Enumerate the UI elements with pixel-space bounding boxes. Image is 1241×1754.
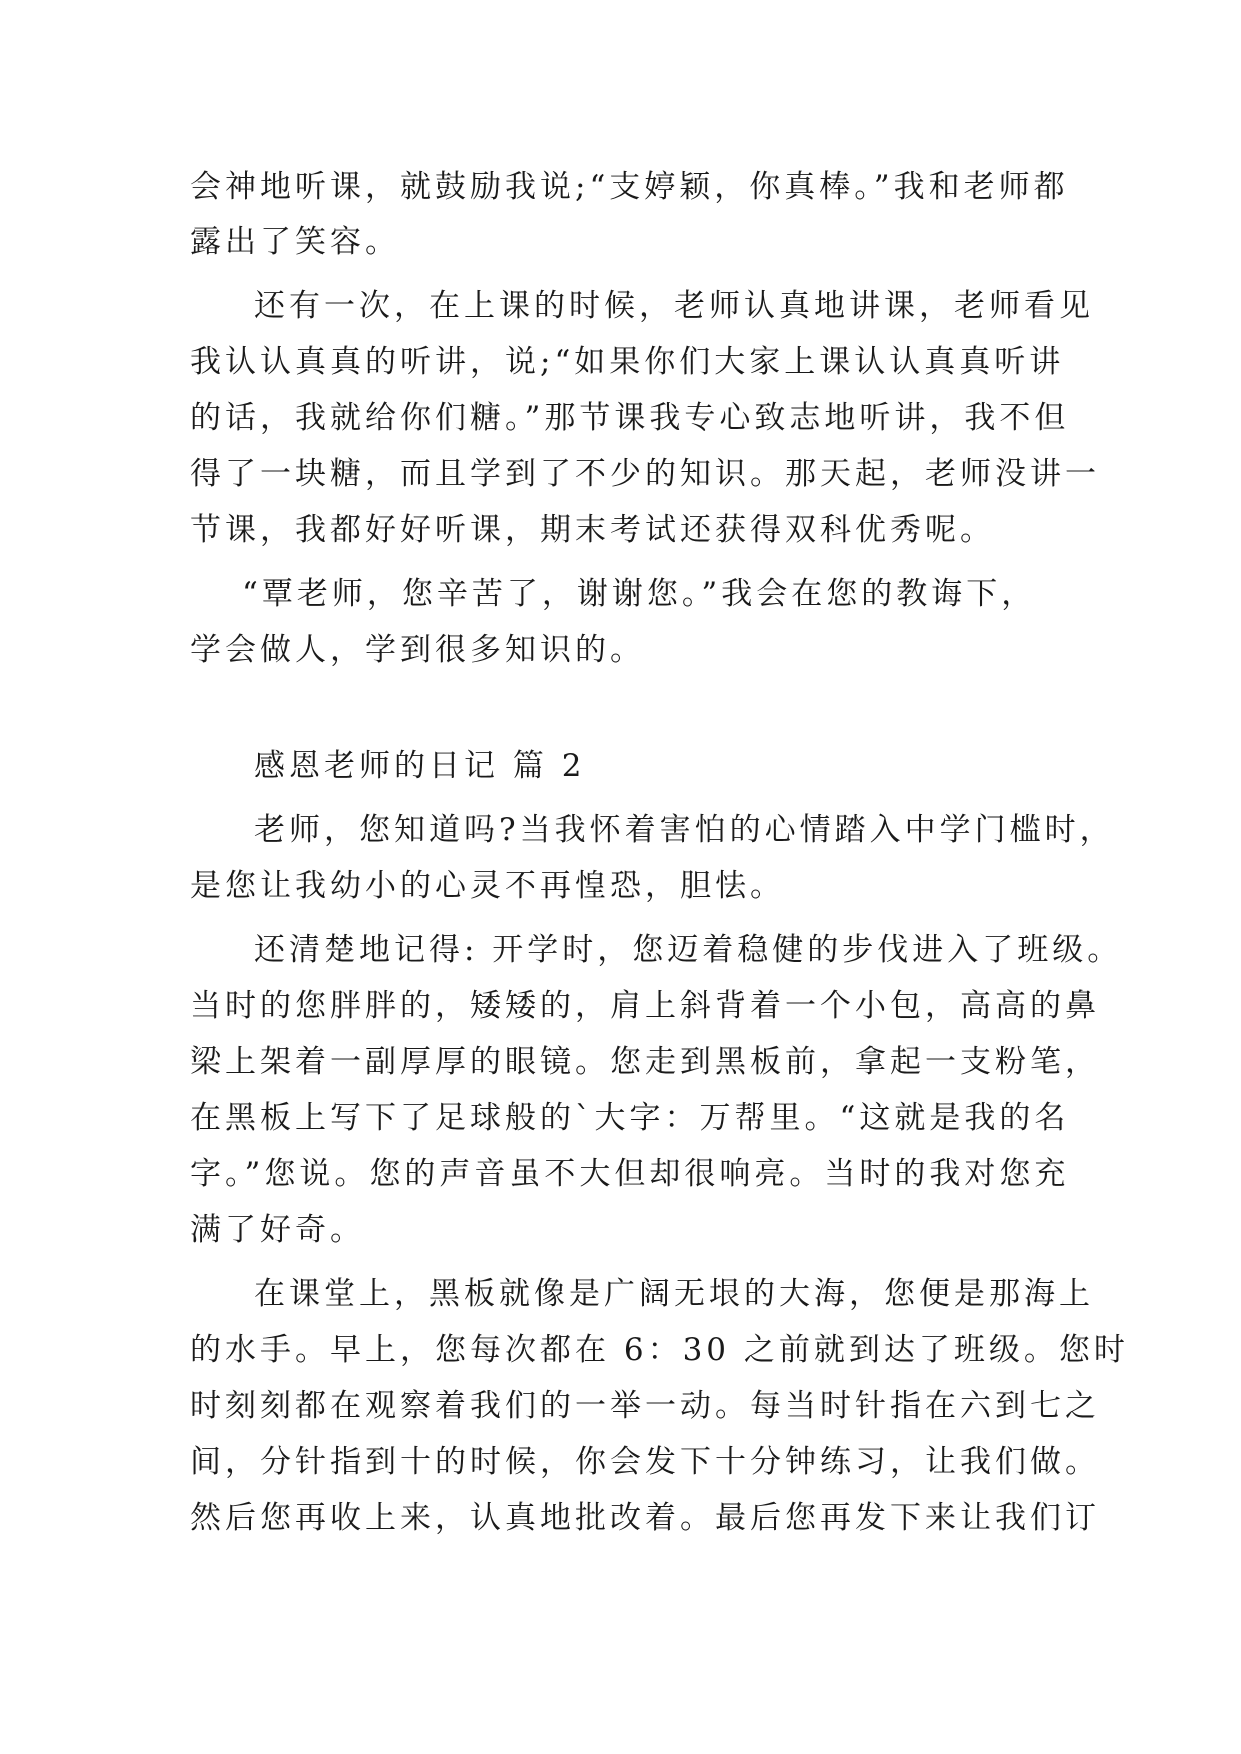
paragraph-line: 学会做人，学到很多知识的。 [190,632,645,668]
paragraph-line: 的水手。早上，您每次都在 6：30 之前就到达了班级。您时 [190,1332,1129,1368]
paragraph-line: 老师，您知道吗?当我怀着害怕的心情踏入中学门槛时， [254,812,1115,848]
paragraph-line: 梁上架着一副厚厚的眼镜。您走到黑板前，拿起一支粉笔， [190,1044,1100,1080]
paragraph-line: 然后您再收上来，认真地批改着。最后您再发下来让我们订 [190,1500,1100,1536]
paragraph-line: 得了一块糖，而且学到了不少的知识。那天起，老师没讲一 [190,456,1100,492]
paragraph-line: “覃老师，您辛苦了，谢谢您。”我会在您的教诲下， [242,576,1037,612]
section-heading: 感恩老师的日记 篇 2 [254,748,586,784]
paragraph-line: 的话，我就给你们糖。”那节课我专心致志地听讲，我不但 [190,400,1070,436]
paragraph-line: 节课，我都好好听课，期末考试还获得双科优秀呢。 [190,512,995,548]
paragraph-line: 还有一次，在上课的时候，老师认真地讲课，老师看见 [254,288,1094,324]
paragraph-line: 是您让我幼小的心灵不再惶恐，胆怯。 [190,868,785,904]
paragraph-line: 时刻刻都在观察着我们的一举一动。每当时针指在六到七之 [190,1388,1100,1424]
paragraph-line: 在黑板上写下了足球般的`大字：万帮里。“这就是我的名 [190,1100,1070,1136]
paragraph-line: 在课堂上，黑板就像是广阔无垠的大海，您便是那海上 [254,1276,1094,1312]
paragraph-line: 间，分针指到十的时候，你会发下十分钟练习，让我们做。 [190,1444,1100,1480]
paragraph-line: 我认认真真的听讲，说;“如果你们大家上课认认真真听讲 [190,344,1065,380]
paragraph-line: 字。”您说。您的声音虽不大但却很响亮。当时的我对您充 [190,1156,1070,1192]
paragraph-line: 满了好奇。 [190,1212,365,1248]
paragraph-line: 露出了笑容。 [190,224,400,260]
paragraph-line: 当时的您胖胖的，矮矮的，肩上斜背着一个小包，高高的鼻 [190,988,1100,1024]
paragraph-line: 还清楚地记得: 开学时，您迈着稳健的步伐进入了班级。 [254,932,1123,968]
paragraph-line: 会神地听课，就鼓励我说;“支婷颖，你真棒。”我和老师都 [190,169,1069,205]
